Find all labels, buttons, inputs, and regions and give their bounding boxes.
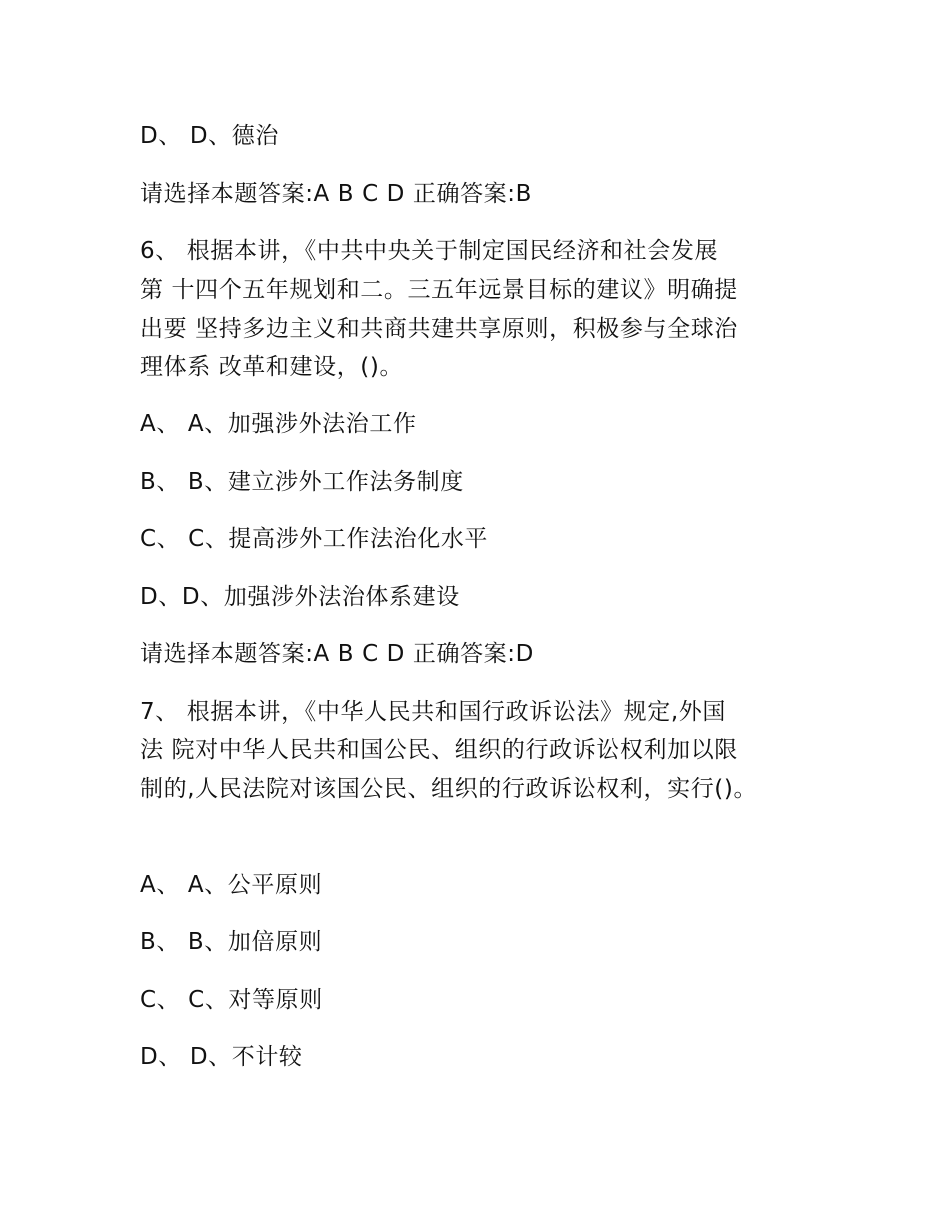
q6-answer-line: 请选择本题答案:A B C D 正确答案:D [140, 641, 534, 667]
q6-stem-line-4: 理体系 改革和建设，()。 [140, 354, 404, 380]
q6-option-a: A、 A、加强涉外法治工作 [140, 411, 417, 437]
q6-stem-line-2: 第 十四个五年规划和二。三五年远景目标的建议》明确提 [140, 277, 738, 303]
q6-option-c: C、 C、提高涉外工作法治化水平 [140, 526, 489, 552]
q6-stem-line-3: 出要 坚持多边主义和共商共建共享原则，积极参与全球治 [140, 316, 738, 342]
q7-stem-line-1: 7、 根据本讲，《中华人民共和国行政诉讼法》规定,外国 [140, 699, 726, 725]
q7-option-b: B、 B、加倍原则 [140, 929, 323, 955]
q6-stem-line-1: 6、 根据本讲，《中共中央关于制定国民经济和社会发展 [140, 238, 719, 264]
q6-option-b: B、 B、建立涉外工作法务制度 [140, 469, 464, 495]
q7-option-c: C、 C、对等原则 [140, 987, 323, 1013]
q7-option-a: A、 A、公平原则 [140, 872, 323, 898]
q7-option-d: D、 D、不计较 [140, 1044, 303, 1070]
q7-stem-line-3: 制的,人民法院对该国公民、组织的行政诉讼权利，实行()。 [140, 776, 758, 802]
q5-option-d: D、 D、德治 [140, 123, 279, 149]
q6-option-d: D、D、加强涉外法治体系建设 [140, 584, 460, 610]
q5-answer-line: 请选择本题答案:A B C D 正确答案:B [140, 181, 533, 207]
q7-stem-line-2: 法 院对中华人民共和国公民、组织的行政诉讼权利加以限 [140, 737, 738, 763]
